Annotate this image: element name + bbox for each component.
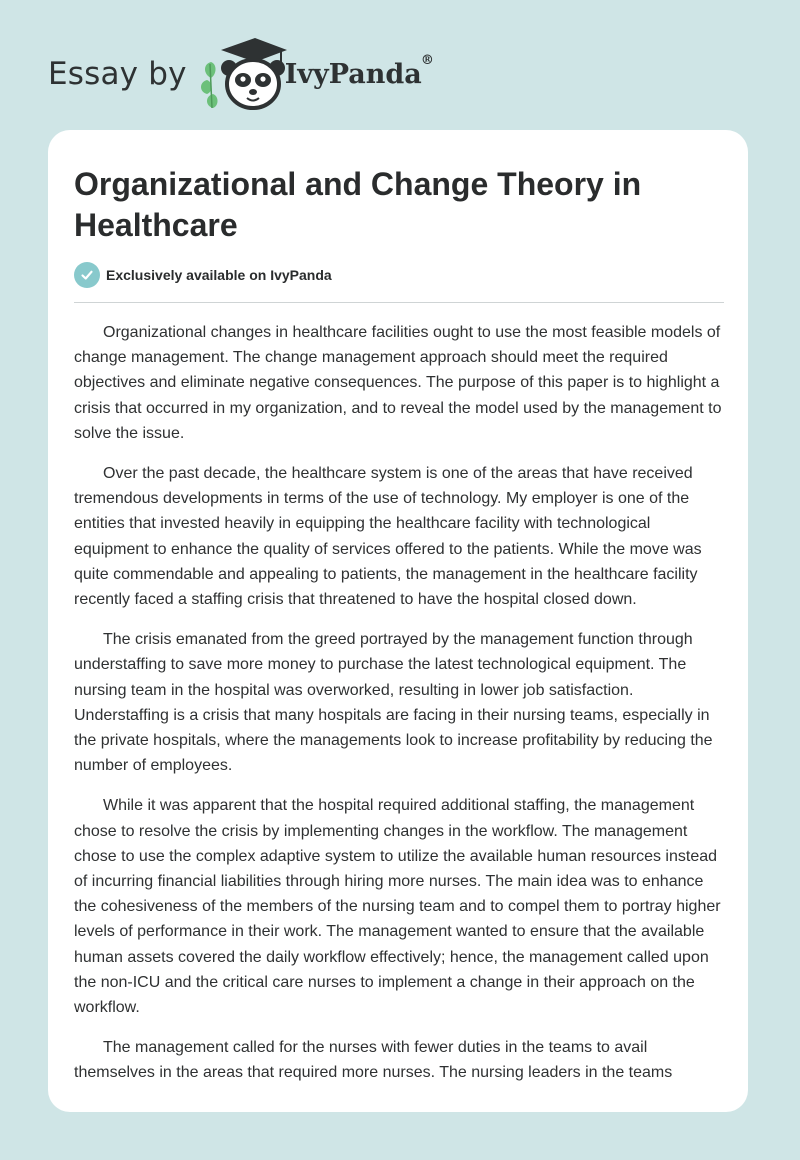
essay-by-label: Essay by [48, 56, 187, 92]
ivypanda-panda-logo-icon[interactable] [197, 34, 289, 114]
exclusive-badge [74, 262, 332, 288]
essay-title: Organizational and Change Theory in Healthcare [74, 166, 642, 243]
brand-name: IvyPanda [284, 58, 422, 90]
essay-card [48, 130, 748, 1112]
title-divider [74, 302, 724, 303]
essay-paragraph: Over the past decade, the healthcare system is one of the areas that have received tremendous developments in terms of the use of technology. My employer is one of the entities that invested heavily in equipping the healthcare facility with technological equipment to enhance the quality of services offered to the patients. While the move was quite commendable and appealing to patients, the management in the healthcare facility recently faced a staffing crisis that threatened to have the hospital closed down. [74, 465, 702, 609]
essay-body [74, 320, 724, 1090]
ivypanda-wordmark[interactable] [284, 52, 434, 90]
exclusive-badge-label: Exclusively available on IvyPanda [106, 267, 332, 283]
ivy-leaf-icon [201, 62, 218, 108]
checkmark-icon [74, 262, 100, 288]
essay-paragraph: Organizational changes in healthcare facilities ought to use the most feasible models of change management. The change management approach should meet the required objectives and eliminate negative consequences. The purpose of this paper is to highlight a crisis that occurred in my organization, and to reveal the model used by the management to solve the issue. [74, 324, 722, 442]
essay-paragraph: While it was apparent that the hospital required additional staffing, the management chose to resolve the crisis by implementing changes in the workflow. The management chose to use the complex adaptive system to utilize the available human resources instead of incurring financial liabilities through hiring more nurses. The main idea was to enhance the cohesiveness of the members of the nursing team and to compel them to portray higher levels of performance in their work. The management wanted to ensure that the available human assets covered the daily workflow effectively; hence, the management called upon the non-ICU and the critical care nurses to implement a change in their approach on the workflow. [74, 797, 721, 1017]
essay-paragraph: The crisis emanated from the greed portrayed by the management function through understaffing to save more money to purchase the latest technological equipment. The nursing team in the hospital was overworked, resulting in lower job satisfaction. Understaffing is a crisis that many hospitals are facing in their nursing teams, especially in the private hospitals, where the managements look to increase profitability by reducing the number of employees. [74, 631, 713, 775]
site-header [48, 34, 434, 114]
registered-mark: ® [420, 52, 434, 68]
essay-paragraph: The management called for the nurses with fewer duties in the teams to avail themselves in the areas that required more nurses. The nursing leaders in the teams [74, 1039, 673, 1082]
